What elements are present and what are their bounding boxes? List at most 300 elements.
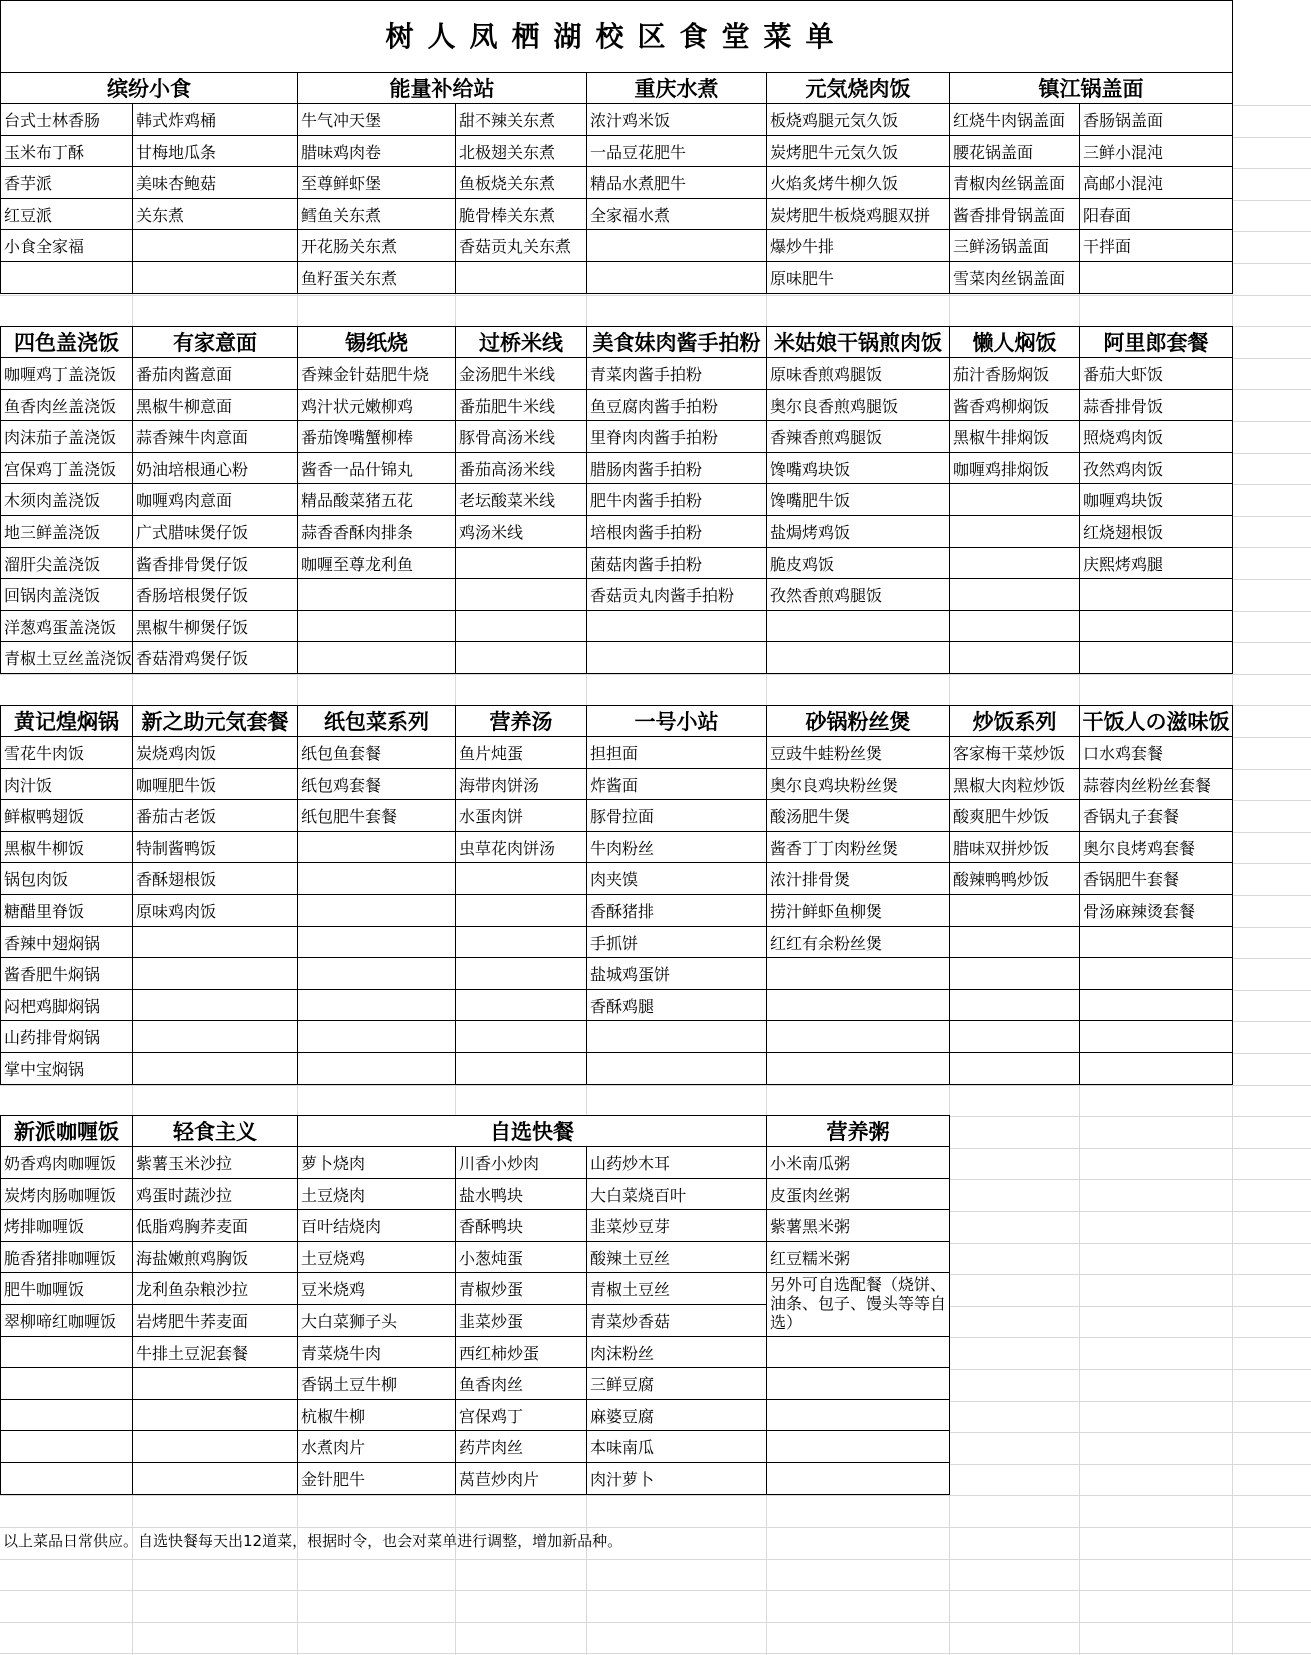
menu-item: 掌中宝焖锅 <box>0 1053 133 1085</box>
menu-item: 肉沫粉丝 <box>587 1337 767 1368</box>
menu-item: 麻婆豆腐 <box>587 1400 767 1431</box>
menu-item: 番茄古老饭 <box>133 800 298 832</box>
empty-cell <box>587 230 767 262</box>
menu-item: 鲜椒鸭翅饭 <box>0 800 133 832</box>
section-header: 重庆水煮 <box>587 72 767 104</box>
menu-item: 龙利鱼杂粮沙拉 <box>133 1273 298 1305</box>
menu-item: 水蛋肉饼 <box>456 800 587 832</box>
menu-item: 青椒土豆丝 <box>587 1273 767 1305</box>
section-header: 能量补给站 <box>298 72 587 104</box>
empty-cell <box>587 1021 767 1053</box>
empty-cell <box>587 611 767 642</box>
page-title: 树人凤栖湖校区食堂菜单 <box>0 0 1233 73</box>
menu-item: 青菜烧牛肉 <box>298 1337 456 1368</box>
empty-cell <box>133 262 298 294</box>
menu-item: 纸包肥牛套餐 <box>298 800 456 832</box>
menu-item: 腊味双拼炒饭 <box>950 832 1080 863</box>
menu-item: 脆香猪排咖喱饭 <box>0 1242 133 1273</box>
menu-item: 肉汁饭 <box>0 769 133 800</box>
menu-item: 庆熙烤鸡腿 <box>1080 548 1233 579</box>
empty-cell <box>0 1463 133 1495</box>
menu-item: 甘梅地瓜条 <box>133 136 298 167</box>
section-header: 一号小站 <box>587 705 767 737</box>
menu-item: 鱼板烧关东煮 <box>456 167 587 199</box>
menu-item: 红红有余粉丝煲 <box>767 927 950 958</box>
menu-item: 糖醋里脊饭 <box>0 895 133 927</box>
menu-item: 纸包鸡套餐 <box>298 769 456 800</box>
menu-item: 水煮肉片 <box>298 1431 456 1463</box>
empty-cell <box>0 1337 133 1368</box>
empty-cell <box>950 642 1080 674</box>
menu-item: 炭烤肥牛板烧鸡腿双拼 <box>767 199 950 230</box>
empty-cell <box>456 1021 587 1053</box>
empty-cell <box>456 958 587 990</box>
menu-item: 照烧鸡肉饭 <box>1080 421 1233 453</box>
section-header: 新派咖喱饭 <box>0 1115 133 1147</box>
menu-item: 黑椒牛柳饭 <box>0 832 133 863</box>
section-header: 镇江锅盖面 <box>950 72 1233 104</box>
menu-item: 鱼香肉丝盖浇饭 <box>0 390 133 421</box>
menu-item: 海盐嫩煎鸡胸饭 <box>133 1242 298 1273</box>
menu-item: 酸爽肥牛炒饭 <box>950 800 1080 832</box>
menu-item: 川香小炒肉 <box>456 1147 587 1179</box>
empty-cell <box>767 1431 950 1463</box>
empty-cell <box>950 958 1080 990</box>
menu-item: 牛肉粉丝 <box>587 832 767 863</box>
menu-item: 皮蛋肉丝粥 <box>767 1179 950 1210</box>
section-header: 懒人焖饭 <box>950 326 1080 358</box>
menu-item: 腊肠肉酱手拍粉 <box>587 453 767 484</box>
menu-item: 肥牛咖喱饭 <box>0 1273 133 1305</box>
empty-cell <box>767 958 950 990</box>
menu-item: 香锅土豆牛柳 <box>298 1368 456 1400</box>
menu-item: 咖喱至尊龙利鱼 <box>298 548 456 579</box>
menu-item: 青椒肉丝锅盖面 <box>950 167 1080 199</box>
menu-item: 板烧鸡腿元気久饭 <box>767 104 950 136</box>
menu-item: 紫薯黑米粥 <box>767 1210 950 1242</box>
menu-item: 药芹肉丝 <box>456 1431 587 1463</box>
menu-item: 酸辣土豆丝 <box>587 1242 767 1273</box>
menu-item: 洋葱鸡蛋盖浇饭 <box>0 611 133 642</box>
section-header: 过桥米线 <box>456 326 587 358</box>
menu-item: 菌菇肉酱手拍粉 <box>587 548 767 579</box>
menu-item: 盐城鸡蛋饼 <box>587 958 767 990</box>
gridline-horizontal <box>0 295 1311 296</box>
section-header: 有家意面 <box>133 326 298 358</box>
menu-item: 溜肝尖盖浇饭 <box>0 548 133 579</box>
menu-item: 大白菜狮子头 <box>298 1305 456 1337</box>
menu-item: 香菇贡丸关东煮 <box>456 230 587 262</box>
menu-item: 烤排咖喱饭 <box>0 1210 133 1242</box>
menu-item: 本味南瓜 <box>587 1431 767 1463</box>
menu-item: 闷杷鸡脚焖锅 <box>0 990 133 1021</box>
empty-cell <box>133 927 298 958</box>
menu-item: 肉夹馍 <box>587 863 767 895</box>
empty-cell <box>950 484 1080 516</box>
menu-item: 甜不辣关东煮 <box>456 104 587 136</box>
menu-item: 香锅肥牛套餐 <box>1080 863 1233 895</box>
menu-item: 鱼豆腐肉酱手拍粉 <box>587 390 767 421</box>
menu-item: 香芋派 <box>0 167 133 199</box>
menu-item: 西红柿炒蛋 <box>456 1337 587 1368</box>
menu-item: 香酥鸡腿 <box>587 990 767 1021</box>
menu-item: 肉汁萝卜 <box>587 1463 767 1495</box>
menu-item: 番茄馋嘴蟹柳棒 <box>298 421 456 453</box>
menu-item: 蒜蓉肉丝粉丝套餐 <box>1080 769 1233 800</box>
menu-item: 小米南瓜粥 <box>767 1147 950 1179</box>
menu-item: 至尊鲜虾堡 <box>298 167 456 199</box>
empty-cell <box>0 1431 133 1463</box>
empty-cell <box>767 611 950 642</box>
menu-item: 鱼籽蛋关东煮 <box>298 262 456 294</box>
section-header: 黄记煌焖锅 <box>0 705 133 737</box>
menu-item: 纸包鱼套餐 <box>298 737 456 769</box>
menu-item: 香辣中翅焖锅 <box>0 927 133 958</box>
menu-item: 海带肉饼汤 <box>456 769 587 800</box>
empty-cell <box>1080 642 1233 674</box>
empty-cell <box>133 1400 298 1431</box>
menu-item: 高邮小混沌 <box>1080 167 1233 199</box>
menu-item: 雪花牛肉饭 <box>0 737 133 769</box>
empty-cell <box>456 895 587 927</box>
menu-item: 北极翅关东煮 <box>456 136 587 167</box>
empty-cell <box>0 1368 133 1400</box>
empty-cell <box>456 642 587 674</box>
empty-cell <box>298 863 456 895</box>
empty-cell <box>133 958 298 990</box>
empty-cell <box>298 642 456 674</box>
empty-cell <box>298 579 456 611</box>
empty-cell <box>298 1053 456 1085</box>
empty-cell <box>456 863 587 895</box>
menu-item: 香菇滑鸡煲仔饭 <box>133 642 298 674</box>
menu-item: 青菜肉酱手拍粉 <box>587 358 767 390</box>
empty-cell <box>456 548 587 579</box>
menu-item: 台式士林香肠 <box>0 104 133 136</box>
menu-item: 鸡蛋时蔬沙拉 <box>133 1179 298 1210</box>
menu-item: 莴苣炒肉片 <box>456 1463 587 1495</box>
menu-item: 阳春面 <box>1080 199 1233 230</box>
empty-cell <box>767 1400 950 1431</box>
menu-item: 孜然香煎鸡腿饭 <box>767 579 950 611</box>
menu-item: 红烧翅根饭 <box>1080 516 1233 548</box>
menu-item: 回锅肉盖浇饭 <box>0 579 133 611</box>
empty-cell <box>767 642 950 674</box>
empty-cell <box>133 1463 298 1495</box>
menu-item: 牛排土豆泥套餐 <box>133 1337 298 1368</box>
empty-cell <box>587 1053 767 1085</box>
menu-item: 香酥猪排 <box>587 895 767 927</box>
empty-cell <box>456 262 587 294</box>
menu-item: 奥尔良烤鸡套餐 <box>1080 832 1233 863</box>
empty-cell <box>950 990 1080 1021</box>
empty-cell <box>767 1021 950 1053</box>
menu-item: 酱香排骨煲仔饭 <box>133 548 298 579</box>
empty-cell <box>767 1368 950 1400</box>
menu-item: 香菇贡丸肉酱手拍粉 <box>587 579 767 611</box>
menu-item: 肥牛肉酱手拍粉 <box>587 484 767 516</box>
menu-item: 盐焗烤鸡饭 <box>767 516 950 548</box>
menu-item: 原味鸡肉饭 <box>133 895 298 927</box>
empty-cell <box>1080 990 1233 1021</box>
menu-item: 红豆糯米粥 <box>767 1242 950 1273</box>
menu-item: 山药炒木耳 <box>587 1147 767 1179</box>
menu-item: 三鲜汤锅盖面 <box>950 230 1080 262</box>
empty-cell <box>298 927 456 958</box>
menu-item: 土豆烧肉 <box>298 1179 456 1210</box>
menu-item: 金针肥牛 <box>298 1463 456 1495</box>
menu-item: 玉米布丁酥 <box>0 136 133 167</box>
menu-item: 咖喱鸡丁盖浇饭 <box>0 358 133 390</box>
empty-cell <box>133 1053 298 1085</box>
menu-item: 肉沫茄子盖浇饭 <box>0 421 133 453</box>
menu-item: 香肠培根煲仔饭 <box>133 579 298 611</box>
menu-item: 韩式炸鸡桶 <box>133 104 298 136</box>
menu-item: 番茄高汤米线 <box>456 453 587 484</box>
menu-item: 特制酱鸭饭 <box>133 832 298 863</box>
menu-item: 虫草花肉饼汤 <box>456 832 587 863</box>
menu-item: 酸辣鸭鸭炒饭 <box>950 863 1080 895</box>
menu-item: 广式腊味煲仔饭 <box>133 516 298 548</box>
section-header: 营养汤 <box>456 705 587 737</box>
empty-cell <box>950 548 1080 579</box>
menu-item: 锅包肉饭 <box>0 863 133 895</box>
empty-cell <box>298 895 456 927</box>
menu-item: 酱香鸡柳焖饭 <box>950 390 1080 421</box>
menu-item: 青椒炒蛋 <box>456 1273 587 1305</box>
empty-cell <box>950 927 1080 958</box>
menu-item: 酱香一品什锦丸 <box>298 453 456 484</box>
menu-item: 脆骨棒关东煮 <box>456 199 587 230</box>
menu-item: 鱼片炖蛋 <box>456 737 587 769</box>
menu-item: 杭椒牛柳 <box>298 1400 456 1431</box>
empty-cell <box>0 1400 133 1431</box>
empty-cell <box>950 1053 1080 1085</box>
menu-item: 咖喱鸡肉意面 <box>133 484 298 516</box>
menu-item: 奥尔良香煎鸡腿饭 <box>767 390 950 421</box>
empty-cell <box>950 895 1080 927</box>
menu-item: 萝卜烧肉 <box>298 1147 456 1179</box>
menu-item: 火焰炙烤牛柳久饭 <box>767 167 950 199</box>
menu-item: 手抓饼 <box>587 927 767 958</box>
menu-item: 低脂鸡胸荞麦面 <box>133 1210 298 1242</box>
menu-item: 腊味鸡肉卷 <box>298 136 456 167</box>
gridline-horizontal <box>0 1590 1311 1591</box>
section-header: 新之助元気套餐 <box>133 705 298 737</box>
menu-item: 精品水煮肥牛 <box>587 167 767 199</box>
menu-item: 小葱炖蛋 <box>456 1242 587 1273</box>
empty-cell <box>456 990 587 1021</box>
menu-item: 口水鸡套餐 <box>1080 737 1233 769</box>
menu-item: 山药排骨焖锅 <box>0 1021 133 1053</box>
empty-cell <box>133 1431 298 1463</box>
section-header: 砂锅粉丝煲 <box>767 705 950 737</box>
menu-item: 土豆烧鸡 <box>298 1242 456 1273</box>
menu-item: 炭烤肥牛元気久饭 <box>767 136 950 167</box>
section-header: 纸包菜系列 <box>298 705 456 737</box>
menu-item: 馋嘴肥牛饭 <box>767 484 950 516</box>
empty-cell <box>950 611 1080 642</box>
empty-cell <box>133 1368 298 1400</box>
menu-item: 香酥翅根饭 <box>133 863 298 895</box>
menu-item: 一品豆花肥牛 <box>587 136 767 167</box>
menu-item: 另外可自选配餐（烧饼、油条、包子、馒头等等自选） <box>767 1273 950 1337</box>
menu-item: 孜然鸡肉饭 <box>1080 453 1233 484</box>
menu-item: 培根肉酱手拍粉 <box>587 516 767 548</box>
empty-cell <box>767 1463 950 1495</box>
menu-item: 客家梅干菜炒饭 <box>950 737 1080 769</box>
menu-item: 盐水鸭块 <box>456 1179 587 1210</box>
empty-cell <box>1080 262 1233 294</box>
empty-cell <box>587 262 767 294</box>
menu-item: 炭烤肉肠咖喱饭 <box>0 1179 133 1210</box>
empty-cell <box>1080 958 1233 990</box>
menu-item: 美味杏鲍菇 <box>133 167 298 199</box>
menu-item: 里脊肉肉酱手拍粉 <box>587 421 767 453</box>
menu-item: 大白菜烧百叶 <box>587 1179 767 1210</box>
menu-item: 青菜炒香菇 <box>587 1305 767 1337</box>
menu-item: 鸡汁状元嫩柳鸡 <box>298 390 456 421</box>
menu-item: 咖喱肥牛饭 <box>133 769 298 800</box>
section-header: 米姑娘干锅煎肉饭 <box>767 326 950 358</box>
empty-cell <box>298 990 456 1021</box>
menu-item: 鸡汤米线 <box>456 516 587 548</box>
menu-item: 茄汁香肠焖饭 <box>950 358 1080 390</box>
menu-item: 蒜香辣牛肉意面 <box>133 421 298 453</box>
menu-item: 宫保鸡丁 <box>456 1400 587 1431</box>
menu-item: 翠柳啼红咖喱饭 <box>0 1305 133 1337</box>
empty-cell <box>456 1053 587 1085</box>
empty-cell <box>1080 579 1233 611</box>
empty-cell <box>456 579 587 611</box>
empty-cell <box>1080 611 1233 642</box>
section-header: 元気烧肉饭 <box>767 72 950 104</box>
menu-item: 炭烧鸡肉饭 <box>133 737 298 769</box>
menu-item: 岩烤肥牛荞麦面 <box>133 1305 298 1337</box>
menu-item: 豚骨拉面 <box>587 800 767 832</box>
gridline-horizontal <box>0 1622 1311 1623</box>
empty-cell <box>456 611 587 642</box>
menu-item: 脆皮鸡饭 <box>767 548 950 579</box>
menu-item: 三鲜豆腐 <box>587 1368 767 1400</box>
empty-cell <box>1080 927 1233 958</box>
empty-cell <box>767 990 950 1021</box>
menu-item: 牛气冲天堡 <box>298 104 456 136</box>
empty-cell <box>950 1021 1080 1053</box>
section-header: 自选快餐 <box>298 1115 767 1147</box>
menu-item: 咖喱鸡排焖饭 <box>950 453 1080 484</box>
menu-item: 香锅丸子套餐 <box>1080 800 1233 832</box>
section-header: 锡纸烧 <box>298 326 456 358</box>
menu-item: 浓汁排骨煲 <box>767 863 950 895</box>
menu-item: 酱香肥牛焖锅 <box>0 958 133 990</box>
menu-item: 番茄肥牛米线 <box>456 390 587 421</box>
menu-item: 豆豉牛蛙粉丝煲 <box>767 737 950 769</box>
empty-cell <box>133 990 298 1021</box>
menu-item: 番茄大虾饭 <box>1080 358 1233 390</box>
menu-item: 香酥鸭块 <box>456 1210 587 1242</box>
empty-cell <box>767 1337 950 1368</box>
menu-item: 奶香鸡肉咖喱饭 <box>0 1147 133 1179</box>
gridline-horizontal <box>0 1085 1311 1086</box>
empty-cell <box>767 1053 950 1085</box>
gridline-horizontal <box>0 1495 1311 1496</box>
menu-item: 鳕鱼关东煮 <box>298 199 456 230</box>
menu-item: 地三鲜盖浇饭 <box>0 516 133 548</box>
menu-item: 奥尔良鸡块粉丝煲 <box>767 769 950 800</box>
menu-item: 精品酸菜猪五花 <box>298 484 456 516</box>
menu-item: 豚骨高汤米线 <box>456 421 587 453</box>
menu-item: 三鲜小混沌 <box>1080 136 1233 167</box>
menu-item: 红豆派 <box>0 199 133 230</box>
menu-item: 原味香煎鸡腿饭 <box>767 358 950 390</box>
menu-item: 金汤肥牛米线 <box>456 358 587 390</box>
menu-item: 百叶结烧肉 <box>298 1210 456 1242</box>
empty-cell <box>950 516 1080 548</box>
menu-item: 木须肉盖浇饭 <box>0 484 133 516</box>
menu-item: 黑椒牛排焖饭 <box>950 421 1080 453</box>
menu-item: 馋嘴鸡块饭 <box>767 453 950 484</box>
empty-cell <box>298 832 456 863</box>
menu-item: 香辣金针菇肥牛烧 <box>298 358 456 390</box>
menu-item: 原味肥牛 <box>767 262 950 294</box>
menu-item: 蒜香香酥肉排条 <box>298 516 456 548</box>
menu-item: 宫保鸡丁盖浇饭 <box>0 453 133 484</box>
menu-item: 黑椒牛柳意面 <box>133 390 298 421</box>
menu-item: 黑椒大肉粒炒饭 <box>950 769 1080 800</box>
section-header: 轻食主义 <box>133 1115 298 1147</box>
menu-item: 骨汤麻辣烫套餐 <box>1080 895 1233 927</box>
menu-item: 蒜香排骨饭 <box>1080 390 1233 421</box>
menu-item: 番茄肉酱意面 <box>133 358 298 390</box>
empty-cell <box>456 927 587 958</box>
menu-item: 豆米烧鸡 <box>298 1273 456 1305</box>
menu-item: 酱香排骨锅盖面 <box>950 199 1080 230</box>
menu-item: 关东煮 <box>133 199 298 230</box>
section-header: 美食妹肉酱手拍粉 <box>587 326 767 358</box>
empty-cell <box>0 262 133 294</box>
menu-item: 小食全家福 <box>0 230 133 262</box>
menu-item: 浓汁鸡米饭 <box>587 104 767 136</box>
menu-item: 开花肠关东煮 <box>298 230 456 262</box>
section-header: 炒饭系列 <box>950 705 1080 737</box>
gridline-horizontal <box>0 1559 1311 1560</box>
menu-item: 红烧牛肉锅盖面 <box>950 104 1080 136</box>
section-header: 缤纷小食 <box>0 72 298 104</box>
menu-item: 爆炒牛排 <box>767 230 950 262</box>
empty-cell <box>587 642 767 674</box>
empty-cell <box>1080 1053 1233 1085</box>
section-header: 干饭人の滋味饭 <box>1080 705 1233 737</box>
menu-item: 韭菜炒蛋 <box>456 1305 587 1337</box>
empty-cell <box>298 1021 456 1053</box>
empty-cell <box>133 230 298 262</box>
menu-item: 韭菜炒豆芽 <box>587 1210 767 1242</box>
menu-item: 老坛酸菜米线 <box>456 484 587 516</box>
menu-item: 奶油培根通心粉 <box>133 453 298 484</box>
menu-item: 炸酱面 <box>587 769 767 800</box>
menu-item: 咖喱鸡块饭 <box>1080 484 1233 516</box>
menu-item: 紫薯玉米沙拉 <box>133 1147 298 1179</box>
empty-cell <box>1080 1021 1233 1053</box>
menu-item: 黑椒牛柳煲仔饭 <box>133 611 298 642</box>
menu-item: 香辣香煎鸡腿饭 <box>767 421 950 453</box>
menu-item: 全家福水煮 <box>587 199 767 230</box>
section-header: 营养粥 <box>767 1115 950 1147</box>
menu-item: 捞汁鲜虾鱼柳煲 <box>767 895 950 927</box>
menu-item: 香肠锅盖面 <box>1080 104 1233 136</box>
menu-item: 腰花锅盖面 <box>950 136 1080 167</box>
